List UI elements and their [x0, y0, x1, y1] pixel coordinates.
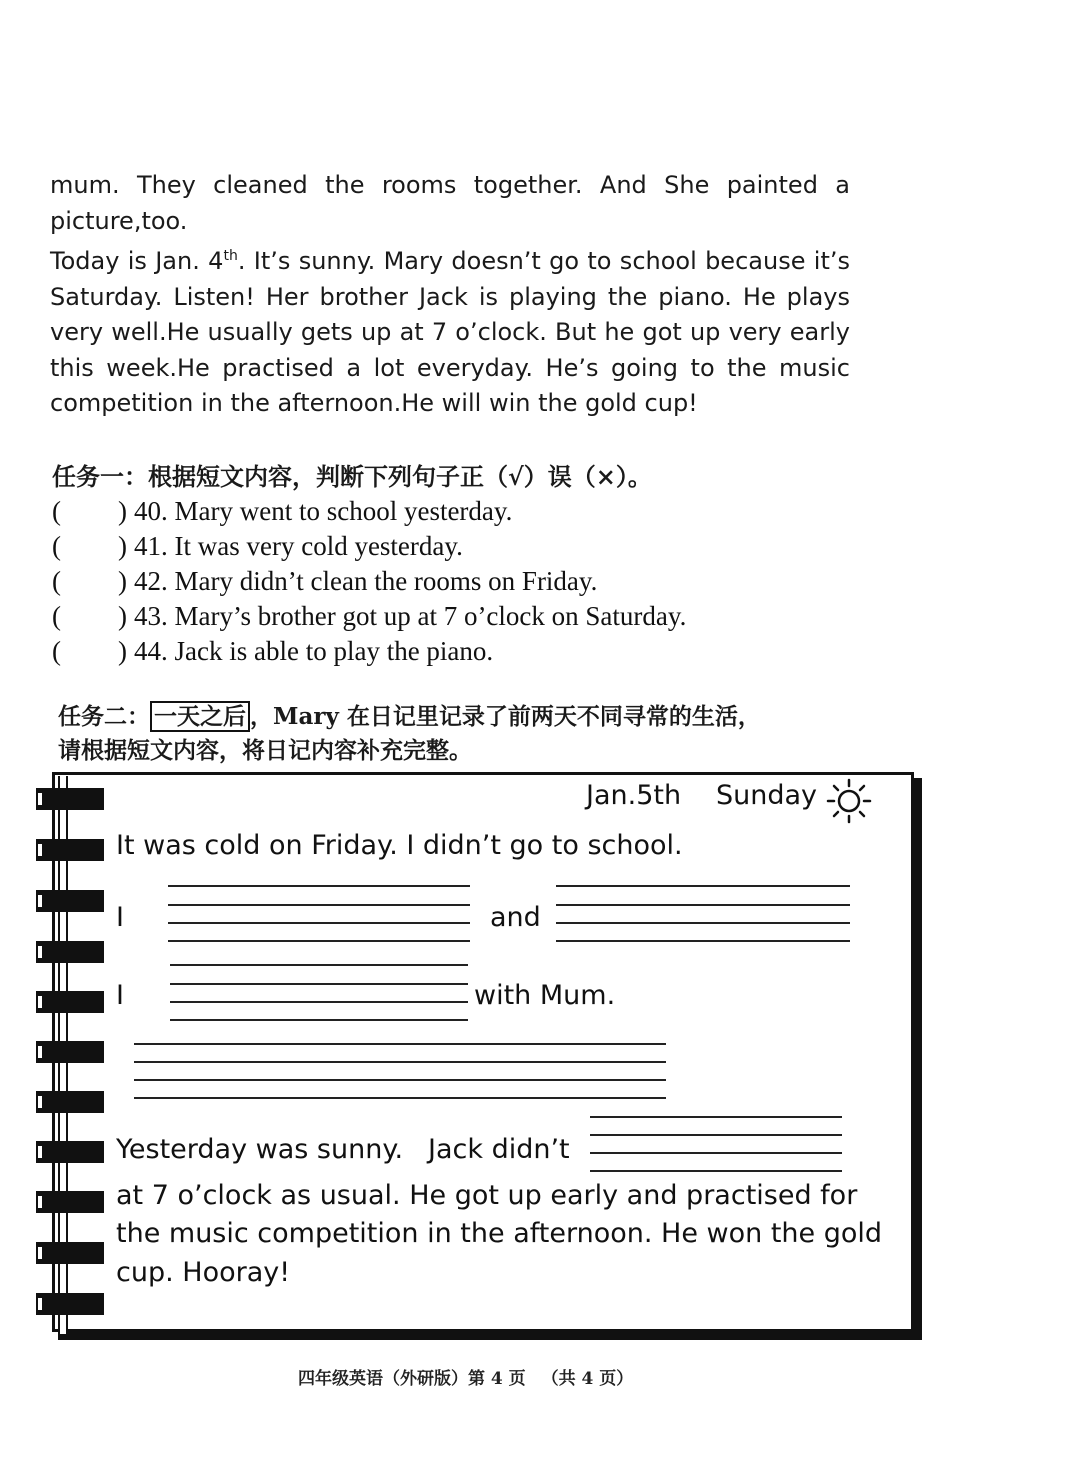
diary-para-line-1: at 7 o’clock as usual. He got up early and practised for — [116, 1180, 858, 1211]
answer-line[interactable] — [170, 1019, 468, 1021]
spiral-ring — [36, 1242, 104, 1264]
spiral-ring — [36, 1293, 104, 1315]
diary-date: Jan.5th — [586, 780, 682, 811]
diary-yesterday: Yesterday was sunny. — [116, 1134, 404, 1165]
answer-line[interactable] — [168, 904, 470, 906]
passage-line-1: mum. They cleaned the rooms together. And She painted a — [50, 171, 850, 199]
answer-paren-close: ) — [118, 601, 127, 631]
answer-line[interactable] — [134, 1043, 666, 1045]
answer-paren-open[interactable]: ( — [52, 531, 61, 561]
item-text: Mary went to school yesterday. — [174, 496, 513, 526]
diary-subject-i: I — [116, 980, 124, 1011]
task2-label: 任务二： — [58, 703, 150, 730]
answer-line[interactable] — [168, 922, 470, 924]
answer-line[interactable] — [134, 1097, 666, 1099]
answer-line[interactable] — [556, 922, 850, 924]
answer-paren-close: ) — [118, 496, 127, 526]
answer-line[interactable] — [170, 964, 468, 966]
reading-passage — [50, 168, 850, 422]
task2-line-2: 请根据短文内容，将日记内容补充完整。 — [58, 737, 472, 764]
spiral-ring — [36, 788, 104, 810]
answer-paren-open[interactable]: ( — [52, 601, 61, 631]
diary-para-line-2: the music competition in the afternoon. He won the gold — [116, 1218, 883, 1249]
task2-instructions — [58, 700, 848, 768]
sun-icon — [826, 778, 872, 824]
answer-line[interactable] — [590, 1170, 842, 1172]
item-number: 40. — [134, 496, 168, 526]
footer-total: （共 4 页） — [541, 1369, 634, 1389]
page-footer — [298, 1364, 643, 1389]
answer-paren-close: ) — [118, 531, 127, 561]
task1-title: 任务一：根据短文内容，判断下列句子正（√）误（×）。 — [52, 462, 652, 491]
diary-subject-i: I — [116, 902, 124, 933]
answer-paren-open[interactable]: ( — [52, 566, 61, 596]
diary-para-line-3: cup. Hooray! — [116, 1257, 291, 1288]
item-text: Jack is able to play the piano. — [174, 636, 494, 666]
diary-jack-didnt: Jack didn’t — [428, 1134, 570, 1165]
passage-body-text: . It’s sunny. Mary doesn’t go to school because it’s Saturday. Listen! Her brother Jack is playing the piano. He plays very well.He usually gets up at 7 o’clock. But he got up very early this week.He practised a lot everyday. He’s going to the music competition in the afternoon.He will win the gold cup! — [50, 247, 850, 417]
answer-paren-close: ) — [118, 636, 127, 666]
answer-line[interactable] — [556, 904, 850, 906]
item-text: Mary didn’t clean the rooms on Friday. — [174, 566, 598, 596]
task2-rest: ，Mary 在日记里记录了前两天不同寻常的生活， — [250, 703, 761, 730]
passage-line-2: picture,too. — [50, 206, 188, 235]
answer-line[interactable] — [134, 1061, 666, 1063]
answer-paren-close: ) — [118, 566, 127, 596]
diary-and: and — [490, 902, 541, 933]
task2-boxed-phrase: 一天之后 — [150, 701, 250, 732]
diary-line-1: It was cold on Friday. I didn’t go to school. — [116, 830, 683, 861]
item-text: Mary’s brother got up at 7 o’clock on Saturday. — [174, 601, 687, 631]
task2-line-1 — [58, 700, 848, 734]
item-number: 44. — [134, 636, 168, 666]
passage-paragraph-2 — [50, 239, 850, 422]
item-number: 43. — [134, 601, 168, 631]
footer-subject: 四年级英语（外研版）第 4 页 — [298, 1369, 526, 1389]
spiral-ring — [36, 941, 104, 963]
item-number: 42. — [134, 566, 168, 596]
spiral-ring — [36, 1091, 104, 1113]
diary-day: Sunday — [716, 780, 818, 811]
answer-line[interactable] — [590, 1152, 842, 1154]
answer-paren-open[interactable]: ( — [52, 496, 61, 526]
answer-line[interactable] — [170, 1001, 468, 1003]
spiral-ring — [36, 839, 104, 861]
answer-paren-open[interactable]: ( — [52, 636, 61, 666]
answer-line[interactable] — [556, 885, 850, 887]
spiral-ring — [36, 890, 104, 912]
item-number: 41. — [134, 531, 168, 561]
item-text: It was very cold yesterday. — [174, 531, 463, 561]
spiral-ring — [36, 1141, 104, 1163]
spiral-ring — [36, 1041, 104, 1063]
answer-line[interactable] — [590, 1134, 842, 1136]
answer-line[interactable] — [134, 1079, 666, 1081]
answer-line[interactable] — [590, 1116, 842, 1118]
passage-date-sup: th — [223, 248, 238, 264]
answer-line[interactable] — [170, 983, 468, 985]
diary-with-mum: with Mum. — [474, 980, 616, 1011]
passage-date-text: Today is Jan. 4 — [50, 247, 224, 275]
answer-line[interactable] — [168, 885, 470, 887]
spiral-ring — [36, 991, 104, 1013]
answer-line[interactable] — [168, 940, 470, 942]
spiral-ring — [36, 1191, 104, 1213]
answer-line[interactable] — [556, 940, 850, 942]
